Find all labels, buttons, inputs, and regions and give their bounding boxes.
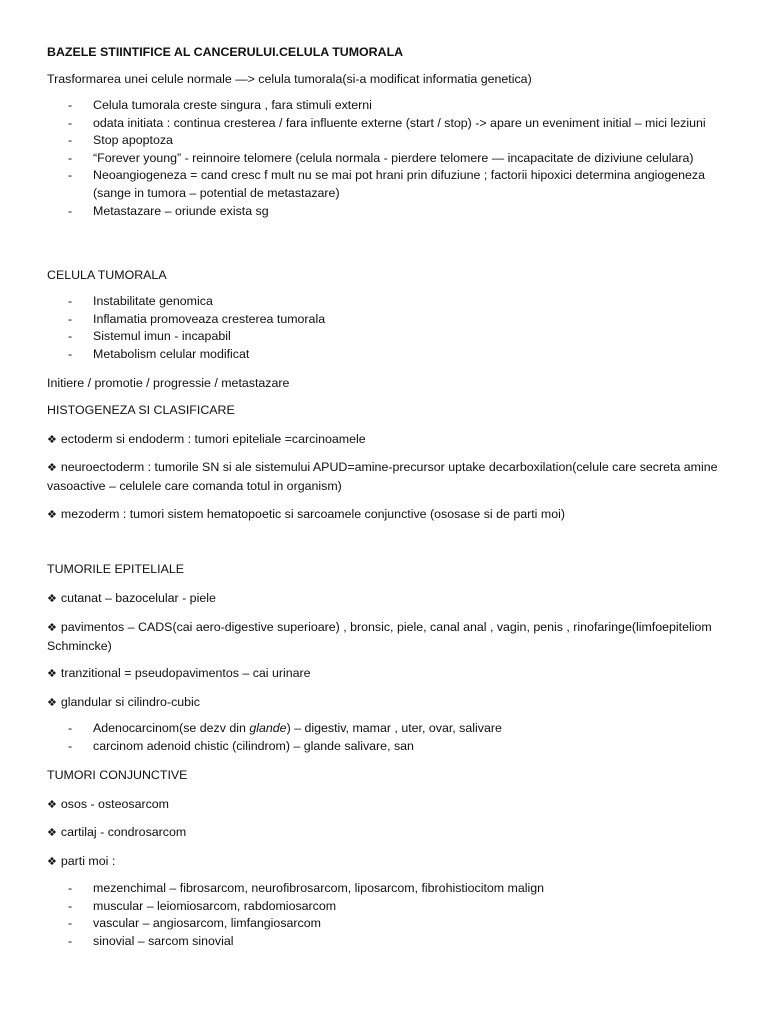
heading-histogeneza: HISTOGENEZA SI CLASIFICARE bbox=[47, 403, 235, 417]
list-parti-moi bbox=[47, 880, 737, 950]
list-item: - mezenchimal – fibrosarcom, neurofibrosarcom, liposarcom, fibrohistiocitom malign bbox=[47, 880, 737, 898]
diamond-bullet-icon: ❖ bbox=[47, 433, 57, 446]
heading-tumori-conjunctive: TUMORI CONJUNCTIVE bbox=[47, 768, 188, 782]
intro-paragraph: Trasformarea unei celule normale —> celula tumorala(si-a modificat informatia genetica) bbox=[47, 72, 532, 86]
heading-tumorile-epiteliale: TUMORILE EPITELIALE bbox=[47, 562, 185, 576]
list-glandular bbox=[47, 720, 737, 755]
histo-item: ❖ ectoderm si endoderm : tumori epiteliale =carcinoamele bbox=[47, 432, 366, 446]
document-title: BAZELE STIINTIFICE AL CANCERULUI.CELULA TUMORALA bbox=[47, 45, 404, 59]
list-item: - carcinom adenoid chistic (cilindrom) – glande salivare, san bbox=[47, 738, 737, 756]
list-celula bbox=[47, 293, 737, 363]
list-item: - odata initiata : continua cresterea / fara influente externe (start / stop) -> apare un eveniment initial – mici leziuni bbox=[47, 115, 737, 133]
diamond-bullet-icon: ❖ bbox=[47, 592, 57, 605]
heading-celula-tumorala: CELULA TUMORALA bbox=[47, 268, 167, 282]
list-item: - “Forever young” - reinnoire telomere (celula normala - pierdere telomere — incapacitate de diziviune celulara) bbox=[47, 150, 737, 168]
list-item: - sinovial – sarcom sinovial bbox=[47, 933, 737, 951]
stages-line: Initiere / promotie / progressie / metastazare bbox=[47, 376, 290, 390]
conj-item: ❖ cartilaj - condrosarcom bbox=[47, 825, 187, 839]
list-item: - vascular – angiosarcom, limfangiosarcom bbox=[47, 915, 737, 933]
histo-item: ❖ mezoderm : tumori sistem hematopoetic si sarcoamele conjunctive (ososase si de parti moi) bbox=[47, 507, 565, 521]
diamond-bullet-icon: ❖ bbox=[47, 667, 57, 680]
diamond-bullet-icon: ❖ bbox=[47, 826, 57, 839]
diamond-bullet-icon: ❖ bbox=[47, 696, 57, 709]
conj-item: ❖ osos - osteosarcom bbox=[47, 797, 169, 811]
histo-item: ❖ neuroectoderm : tumorile SN si ale sistemului APUD=amine-precursor uptake decarboxilation(celule care secreta amine vasoactive – celulele care comanda totul in organism) bbox=[47, 460, 718, 493]
list-item: - Adenocarcinom(se dezv din glande) – digestiv, mamar , uter, ovar, salivare bbox=[47, 720, 737, 738]
diamond-bullet-icon: ❖ bbox=[47, 621, 57, 634]
conj-item: ❖ parti moi : bbox=[47, 854, 116, 868]
list-item: - Metabolism celular modificat bbox=[47, 346, 737, 364]
list-item: - Neoangiogeneza = cand cresc f mult nu se mai pot hrani prin difuziune ; factorii hipoxici determina angiogeneza (sange in tumora – potential de metastazare) bbox=[47, 167, 737, 202]
epit-item: ❖ glandular si cilindro-cubic bbox=[47, 695, 200, 709]
list-item: - Sistemul imun - incapabil bbox=[47, 328, 737, 346]
epit-item: ❖ cutanat – bazocelular - piele bbox=[47, 591, 216, 605]
list-item: - muscular – leiomiosarcom, rabdomiosarcom bbox=[47, 898, 737, 916]
list-item: - Inflamatia promoveaza cresterea tumorala bbox=[47, 311, 737, 329]
diamond-bullet-icon: ❖ bbox=[47, 855, 57, 868]
diamond-bullet-icon: ❖ bbox=[47, 461, 57, 474]
diamond-bullet-icon: ❖ bbox=[47, 508, 57, 521]
list-item: - Celula tumorala creste singura , fara stimuli externi bbox=[47, 97, 737, 115]
epit-item: ❖ tranzitional = pseudopavimentos – cai urinare bbox=[47, 666, 311, 680]
list-item: - Instabilitate genomica bbox=[47, 293, 737, 311]
list-item: - Metastazare – oriunde exista sg bbox=[47, 203, 737, 221]
list-item: - Stop apoptoza bbox=[47, 132, 737, 150]
diamond-bullet-icon: ❖ bbox=[47, 798, 57, 811]
list-characteristics bbox=[47, 97, 737, 220]
epit-item: ❖ pavimentos – CADS(cai aero-digestive superioare) , bronsic, piele, canal anal , vagin, penis , rinofaringe(limfoepiteliom Schmincke) bbox=[47, 620, 712, 653]
